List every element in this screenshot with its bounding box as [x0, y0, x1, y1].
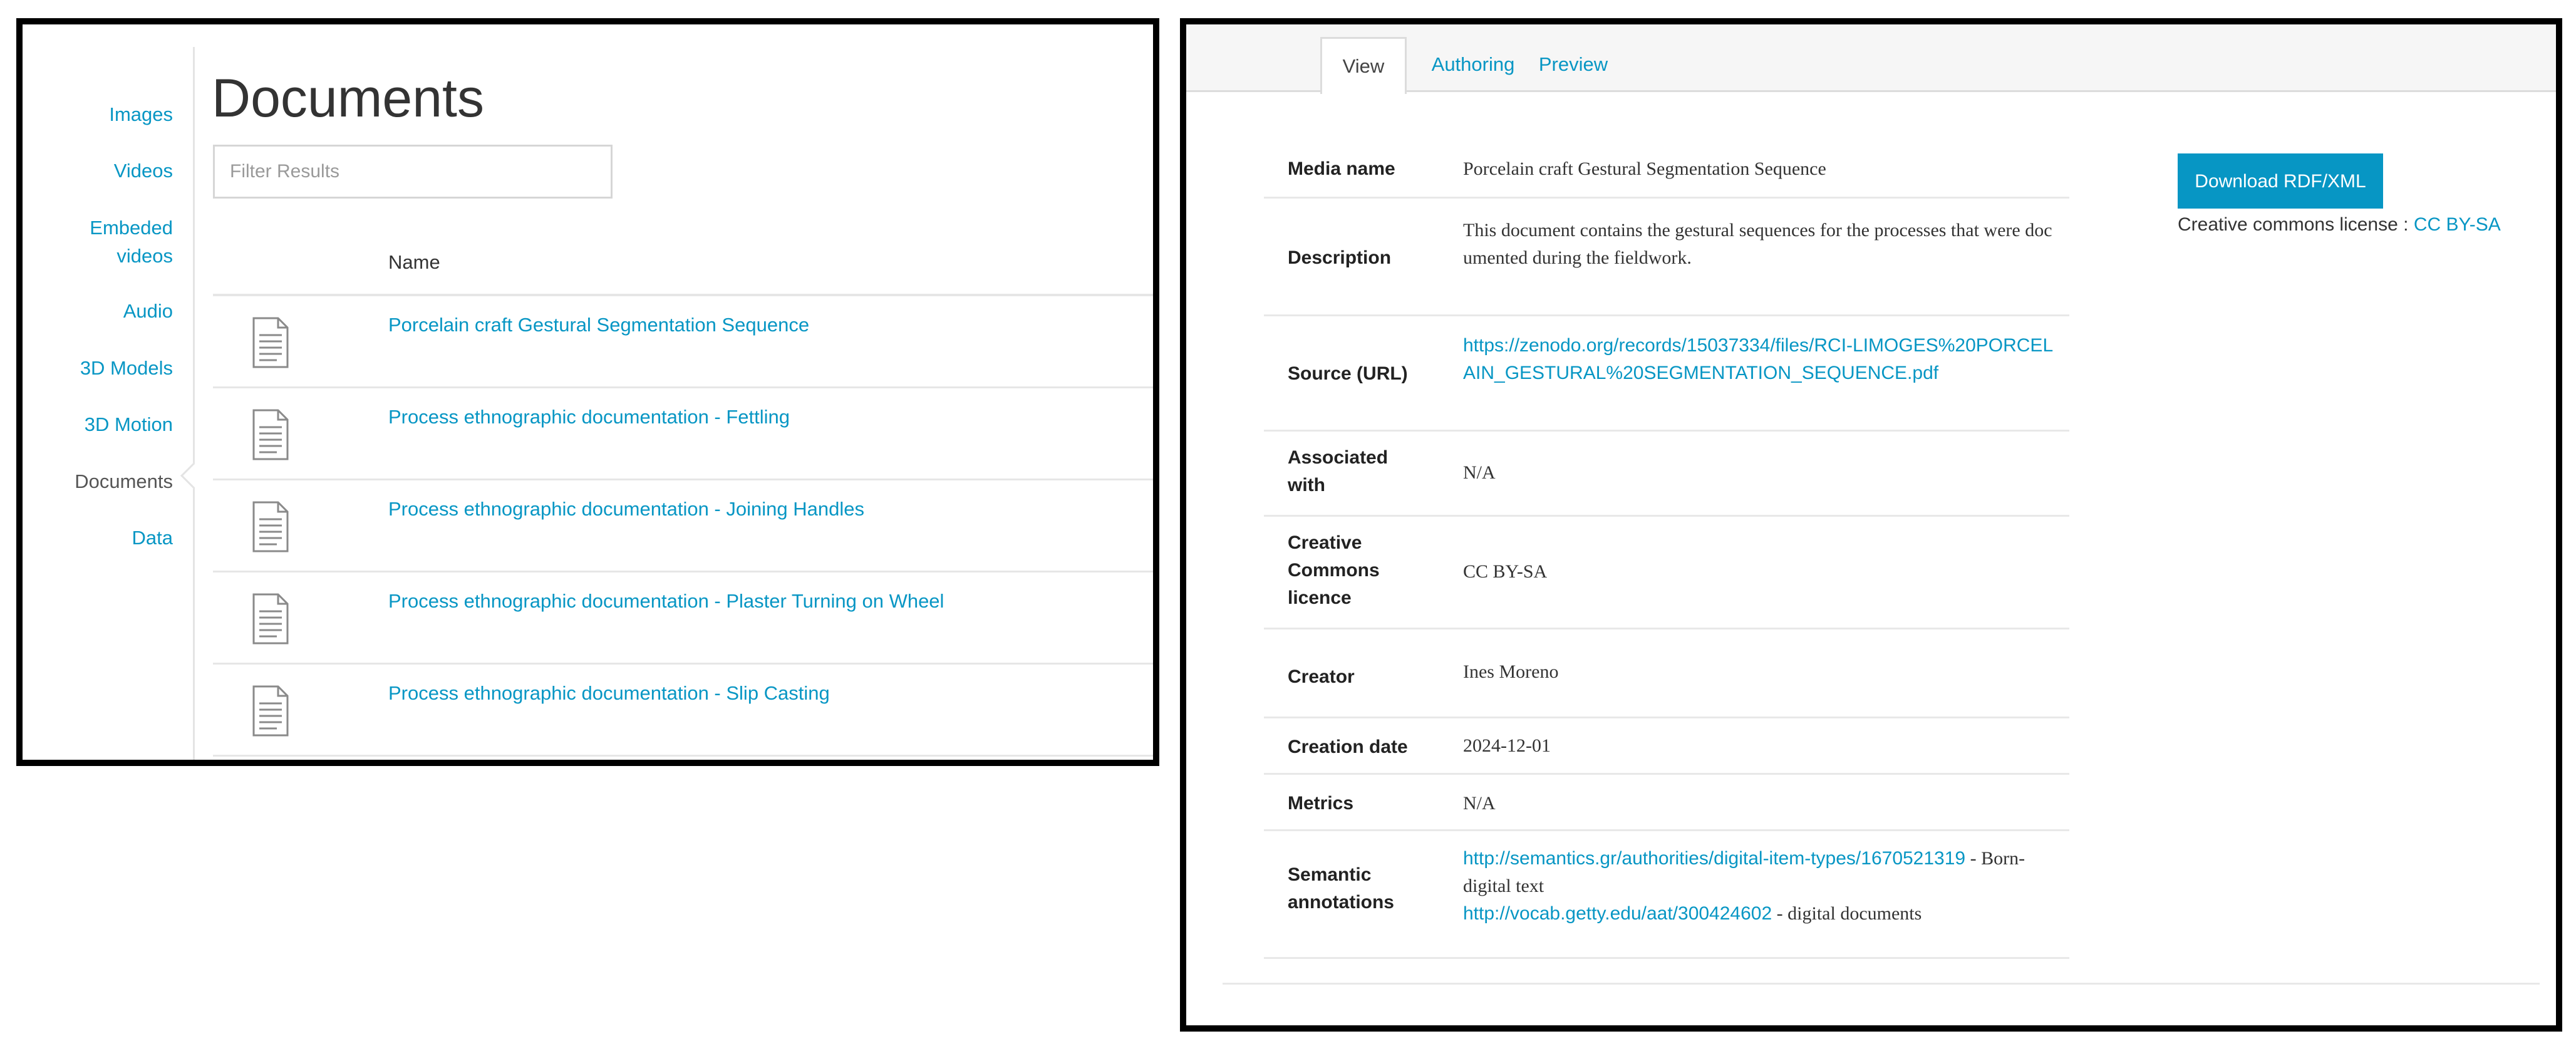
- metadata-row-associated-with: [1264, 432, 2069, 517]
- license-prefix: Creative commons license :: [2178, 214, 2414, 235]
- metadata-row-creation-date: [1264, 718, 2069, 775]
- metadata-row-description: [1264, 199, 2069, 316]
- sidebar-item-audio[interactable]: Audio: [123, 300, 173, 322]
- description-value: This document contains the gestural sequences for the processes that were documented during the fieldwork.: [1463, 220, 2052, 268]
- document-icon: [252, 316, 289, 369]
- filter-results-input[interactable]: [213, 145, 613, 199]
- sidebar-item-embeded-videos[interactable]: Embeded videos: [90, 217, 173, 267]
- semantic-annotations-value: [1463, 845, 2058, 928]
- license-line: [2178, 211, 2501, 239]
- table-row[interactable]: [213, 480, 1159, 572]
- sidebar-item-documents[interactable]: Documents: [75, 470, 173, 492]
- media-name-label: Media name: [1288, 158, 1395, 179]
- metadata-row-creative-commons: [1264, 517, 2069, 629]
- document-link[interactable]: Process ethnographic documentation - Plaster Turning on Wheel: [388, 590, 944, 612]
- description-label: Description: [1288, 247, 1392, 268]
- document-icon: [252, 408, 289, 461]
- creator-label: Creator: [1288, 666, 1355, 687]
- creative-commons-value: CC BY-SA: [1463, 561, 1548, 582]
- metadata-row-source: [1264, 316, 2069, 432]
- metrics-label: Metrics: [1288, 793, 1354, 814]
- document-detail-panel: [1180, 18, 2562, 1032]
- semantic-annotations-label: Semantic annotations: [1288, 864, 1394, 913]
- document-link[interactable]: Process ethnographic documentation - Joining Handles: [388, 498, 864, 520]
- metrics-value: N/A: [1463, 793, 1496, 814]
- page-title: Documents: [212, 68, 484, 128]
- source-url-link[interactable]: https://zenodo.org/records/15037334/files/RCI-LIMOGES%20PORCELAIN_GESTURAL%20SEGMENTATION_SEQUENCE.pdf: [1463, 335, 2054, 383]
- semantic-link-getty-aat[interactable]: http://vocab.getty.edu/aat/300424602: [1463, 903, 1772, 924]
- active-item-pointer: [180, 463, 206, 489]
- table-header: [213, 232, 1159, 296]
- metadata-table: [1264, 125, 2069, 959]
- source-label: Source (URL): [1288, 363, 1408, 384]
- associated-with-value: N/A: [1463, 462, 1496, 483]
- sidebar-divider: [193, 47, 195, 760]
- sidebar-item-videos[interactable]: Videos: [113, 160, 173, 182]
- sidebar-item-3d-models[interactable]: 3D Models: [80, 357, 173, 379]
- document-link[interactable]: Process ethnographic documentation - Slip Casting: [388, 682, 830, 704]
- semantic-suffix-digital-documents: - digital documents: [1772, 903, 1922, 924]
- sidebar-item-data[interactable]: Data: [132, 527, 173, 549]
- document-link[interactable]: Process ethnographic documentation - Fettling: [388, 406, 790, 428]
- document-icon: [252, 685, 289, 737]
- table-row[interactable]: [213, 296, 1159, 388]
- document-link[interactable]: Porcelain craft Gestural Segmentation Sequence: [388, 314, 810, 336]
- metadata-row-semantic-annotations: [1264, 831, 2069, 959]
- creation-date-value: 2024-12-01: [1463, 735, 1551, 756]
- sidebar: [23, 24, 195, 760]
- tab-view[interactable]: View: [1320, 37, 1407, 94]
- table-row[interactable]: [213, 388, 1159, 480]
- sidebar-item-3d-motion[interactable]: 3D Motion: [84, 413, 173, 435]
- semantic-suffix-born-digital: - Born-digital text: [1463, 848, 2025, 896]
- sidebar-item-images[interactable]: Images: [109, 103, 173, 125]
- table-row[interactable]: [213, 572, 1159, 665]
- table-row[interactable]: [213, 665, 1159, 757]
- metadata-row-media-name: [1264, 125, 2069, 199]
- metadata-row-creator: [1264, 629, 2069, 718]
- creative-commons-label: Creative Commons licence: [1288, 532, 1380, 608]
- bottom-divider: [1223, 983, 2540, 985]
- semantic-link-digital-item-types[interactable]: http://semantics.gr/authorities/digital-item-types/1670521319: [1463, 848, 1966, 869]
- license-link[interactable]: CC BY-SA: [2413, 214, 2501, 235]
- media-name-value: Porcelain craft Gestural Segmentation Sequence: [1463, 158, 1826, 179]
- tab-authoring[interactable]: Authoring: [1431, 53, 1515, 75]
- metadata-row-metrics: [1264, 775, 2069, 831]
- tab-preview[interactable]: Preview: [1538, 53, 1608, 75]
- column-header-name[interactable]: Name: [388, 251, 440, 273]
- document-icon: [252, 593, 289, 645]
- creation-date-label: Creation date: [1288, 737, 1408, 757]
- creator-value: Ines Moreno: [1463, 661, 1559, 682]
- documents-list-panel: [16, 18, 1159, 766]
- associated-with-label: Associated with: [1288, 447, 1389, 495]
- document-icon: [252, 500, 289, 553]
- tab-bar: [1186, 24, 2556, 92]
- download-rdf-xml-button[interactable]: Download RDF/XML: [2178, 153, 2383, 209]
